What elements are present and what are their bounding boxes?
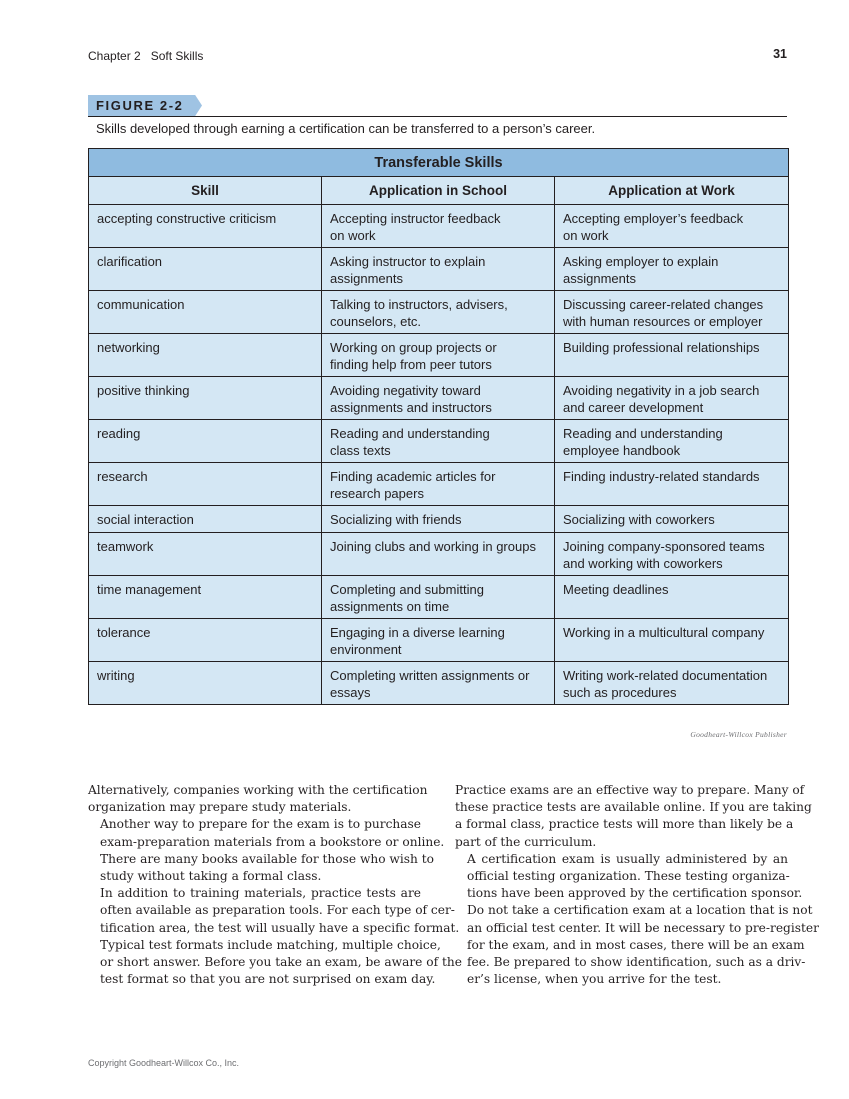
cell-line: Talking to instructors, advisers,	[330, 297, 508, 312]
table-row	[89, 662, 789, 705]
work-application-cell	[555, 576, 789, 619]
cell-line: Engaging in a diverse learning	[330, 625, 505, 640]
table-row	[89, 377, 789, 420]
text-line: study without taking a formal class.	[100, 869, 322, 884]
work-application-cell	[555, 420, 789, 463]
table-row	[89, 506, 789, 533]
cell-line: Working on group projects or	[330, 340, 497, 355]
table-row	[89, 334, 789, 377]
figure-caption: Skills developed through earning a certification can be transferred to a person’s career.	[96, 121, 596, 136]
text-line: or short answer. Before you take an exam, be aware of the	[100, 955, 462, 970]
school-application-cell	[322, 377, 555, 420]
cell-line: Completing and submitting	[330, 582, 484, 597]
cell-line: Writing work-related documentation	[563, 668, 768, 683]
table-row	[89, 463, 789, 506]
skill-cell: networking	[89, 334, 322, 377]
cell-line: Building professional relationships	[563, 340, 760, 355]
text-line: Practice exams are an effective way to prepare. Many of	[455, 783, 805, 797]
text-line: an official test center. It will be necessary to pre-register	[467, 920, 819, 935]
work-application-cell	[555, 662, 789, 705]
cell-line: Finding academic articles for	[330, 469, 496, 484]
work-application-cell	[555, 377, 789, 420]
cell-line: Avoiding negativity in a job search	[563, 383, 760, 398]
table-row	[89, 576, 789, 619]
cell-line: Asking employer to explain	[563, 254, 719, 269]
cell-line: assignments and instructors	[330, 400, 492, 415]
school-application-cell	[322, 248, 555, 291]
school-application-cell	[322, 506, 555, 533]
cell-line: Joining clubs and working in groups	[330, 539, 536, 554]
cell-line: class texts	[330, 443, 391, 458]
text-line: er’s license, when you arrive for the test.	[467, 972, 722, 987]
school-application-cell	[322, 291, 555, 334]
figure-rule	[88, 116, 787, 117]
cell-line: on work	[563, 228, 609, 243]
paragraph	[88, 782, 428, 816]
cell-line: Discussing career-related changes	[563, 297, 764, 312]
cell-line: Asking instructor to explain	[330, 254, 486, 269]
cell-line: and working with coworkers	[563, 556, 723, 571]
cell-line: employee handbook	[563, 443, 681, 458]
text-line: official testing organization. These testing organiza-	[467, 869, 790, 884]
cell-line: essays	[330, 685, 371, 700]
cell-line: Reading and understanding	[563, 426, 723, 441]
table-row	[89, 291, 789, 334]
skill-cell: teamwork	[89, 533, 322, 576]
cell-line: assignments on time	[330, 599, 450, 614]
text-line: tification area, the test will usually have a specific format.	[100, 920, 460, 935]
text-line: part of the curriculum.	[455, 834, 597, 849]
cell-line: Accepting instructor feedback	[330, 211, 501, 226]
work-application-cell	[555, 506, 789, 533]
cell-line: Reading and understanding	[330, 426, 490, 441]
work-application-cell	[555, 205, 789, 248]
text-line: a formal class, practice tests will more than likely be a	[455, 817, 794, 832]
school-application-cell	[322, 205, 555, 248]
text-line: Do not take a certification exam at a location that is not	[467, 903, 813, 918]
text-line: these practice tests are available online. If you are taking	[455, 800, 812, 815]
cell-line: finding help from peer tutors	[330, 357, 492, 372]
cell-line: Avoiding negativity toward	[330, 383, 481, 398]
copyright-footer: Copyright Goodheart-Willcox Co., Inc.	[88, 1058, 240, 1068]
school-application-cell	[322, 533, 555, 576]
paragraph	[88, 885, 462, 988]
skill-cell: writing	[89, 662, 322, 705]
paragraph	[88, 816, 445, 885]
body-column-right	[455, 782, 819, 988]
chapter-label: Chapter 2	[88, 49, 141, 63]
column-header-school: Application in School	[322, 177, 555, 205]
skill-cell: research	[89, 463, 322, 506]
skill-cell: communication	[89, 291, 322, 334]
cell-line: Completing written assignments or	[330, 668, 530, 683]
text-line: Typical test formats include matching, multiple choice,	[100, 937, 441, 952]
school-application-cell	[322, 463, 555, 506]
work-application-cell	[555, 533, 789, 576]
cell-line: Meeting deadlines	[563, 582, 669, 597]
cell-line: Socializing with friends	[330, 512, 462, 527]
school-application-cell	[322, 334, 555, 377]
column-header-work: Application at Work	[555, 177, 789, 205]
text-line: test format so that you are not surprised on exam day.	[100, 972, 436, 987]
cell-line: research papers	[330, 486, 424, 501]
skill-cell: time management	[89, 576, 322, 619]
skill-cell: positive thinking	[89, 377, 322, 420]
work-application-cell	[555, 463, 789, 506]
text-line: organization may prepare study materials.	[88, 800, 352, 815]
text-line: fee. Be prepared to show identification, such as a driv-	[467, 955, 806, 970]
text-line: Alternatively, companies working with the certification	[88, 783, 428, 797]
text-line: There are many books available for those who wish to	[100, 851, 434, 866]
cell-line: environment	[330, 642, 402, 657]
school-application-cell	[322, 662, 555, 705]
work-application-cell	[555, 291, 789, 334]
cell-line: Finding industry-related standards	[563, 469, 760, 484]
cell-line: assignments	[563, 271, 636, 286]
figure-credit: Goodheart-Willcox Publisher	[690, 730, 787, 739]
section-label: Soft Skills	[150, 49, 204, 63]
skill-cell: social interaction	[89, 506, 322, 533]
skill-cell: clarification	[89, 248, 322, 291]
body-column-left	[88, 782, 462, 988]
running-head	[88, 49, 203, 63]
paragraph	[455, 851, 819, 989]
school-application-cell	[322, 420, 555, 463]
table-row	[89, 533, 789, 576]
text-line: In addition to training materials, practice tests are	[100, 886, 421, 901]
cell-line: assignments	[330, 271, 403, 286]
paragraph	[455, 782, 812, 851]
column-header-skill: Skill	[89, 177, 322, 205]
cell-line: Working in a multicultural company	[563, 625, 765, 640]
table-body	[89, 205, 789, 705]
school-application-cell	[322, 619, 555, 662]
table-row	[89, 205, 789, 248]
work-application-cell	[555, 334, 789, 377]
school-application-cell	[322, 576, 555, 619]
text-line: tions have been approved by the certification sponsor.	[467, 886, 803, 901]
table-row	[89, 248, 789, 291]
skill-cell: reading	[89, 420, 322, 463]
work-application-cell	[555, 248, 789, 291]
skill-cell: accepting constructive criticism	[89, 205, 322, 248]
cell-line: Joining company-sponsored teams	[563, 539, 765, 554]
skill-cell: tolerance	[89, 619, 322, 662]
figure-label: FIGURE 2-2	[96, 98, 184, 113]
cell-line: and career development	[563, 400, 704, 415]
cell-line: such as procedures	[563, 685, 677, 700]
text-line: often available as preparation tools. For each type of cer-	[100, 903, 455, 918]
cell-line: counselors, etc.	[330, 314, 422, 329]
text-line: exam-preparation materials from a bookstore or online.	[100, 834, 445, 849]
cell-line: Socializing with coworkers	[563, 512, 715, 527]
cell-line: Accepting employer’s feedback	[563, 211, 744, 226]
table-row	[89, 420, 789, 463]
table-title: Transferable Skills	[89, 149, 789, 177]
text-line: for the exam, and in most cases, there will be an exam	[467, 937, 805, 952]
cell-line: on work	[330, 228, 376, 243]
text-line: Another way to prepare for the exam is to purchase	[100, 817, 421, 832]
page-number: 31	[773, 47, 787, 61]
text-line: A certification exam is usually administered by an	[467, 851, 788, 866]
cell-line: with human resources or employer	[563, 314, 763, 329]
table-row	[89, 619, 789, 662]
transferable-skills-table	[88, 148, 789, 705]
work-application-cell	[555, 619, 789, 662]
